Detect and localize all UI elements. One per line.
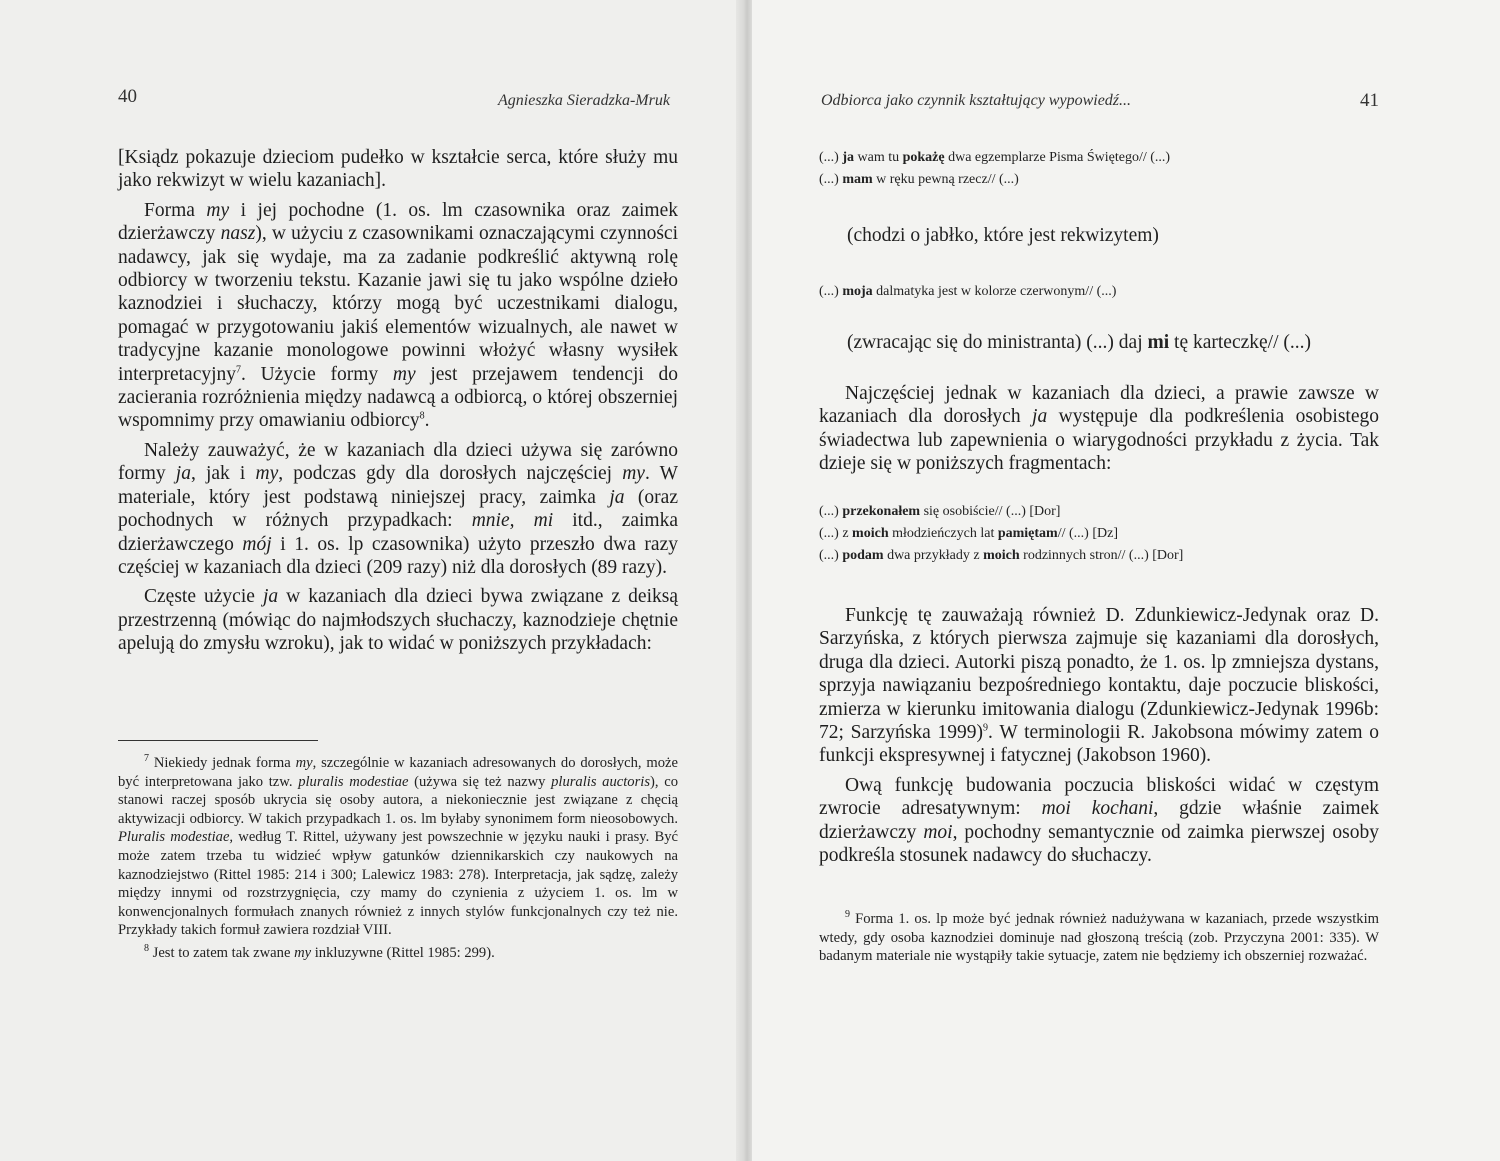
footnote-ref: 8	[419, 410, 425, 422]
footnote-ref: 7	[236, 364, 242, 376]
paragraph: Funkcję tę zauważają również D. Zdunkiewicz-Jedynak oraz D. Sarzyńska, z których pierwsza zajmuje się kazaniami dla dorosłych, druga dla dzieci. Autorki piszą ponadto, że 1. os. lp zmniejsza dystans, sprzyja nawiązaniu bezpośredniego kontaktu, daje poczucie bliskości, zmierza w kierunku imitowania dialogu (Zdunkiewicz-Jedynak 1996b: 72; Sarzyńska 1999)$^9$. W terminologii R. Jakobsona mówimy zatem o funkcji ekspresywnej i fatycznej (Jakobson 1960).	[819, 605, 1379, 767]
footnote-ref: 9	[983, 722, 989, 734]
right-page	[752, 0, 1500, 1161]
paragraph: Częste użycie ja w kazaniach dla dzieci bywa związane z deiksą przestrzenną (mówiąc do najmłodszych słuchaczy, kaznodzieje chętnie apelują do zmysłu wzroku), jak to widać w poniższych przykładach:	[118, 586, 678, 655]
right-footnotes	[819, 910, 1379, 966]
example-line: (...) przekonałem się osobiście// (...) [Dor]	[819, 504, 1061, 519]
example-line: (...) ja wam tu pokażę dwa egzemplarze Pisma Świętego// (...)	[819, 150, 1171, 165]
right-running-head: Odbiorca jako czynnik kształtujący wypowiedź...	[821, 92, 1132, 109]
example-block-2	[819, 501, 1399, 567]
example-line: (...) moja dalmatyka jest w kolorze czerwonym// (...)	[819, 284, 1117, 299]
footnote-divider	[118, 740, 318, 741]
footnote-9: $^9$ Forma 1. os. lp może być jednak również nadużywana w kazaniach, przede wszystkim wtedy, gdy osoba kaznodziei dominuje nad głoszoną treścią (zob. Przyczyna 2001: 335). W badanym materiale nie wystąpiły takie sytuacje, zatem nie będziemy ich obszerniej rozważać.	[819, 909, 1379, 965]
right-main-text	[819, 604, 1379, 867]
example-line: (...) mam w ręku pewną rzecz// (...)	[819, 172, 1019, 187]
example-line: (...) z moich młodzieńczych lat pamiętam// (...) [Dz]	[819, 526, 1118, 541]
left-page	[0, 0, 742, 1161]
paragraph: Należy zauważyć, że w kazaniach dla dzieci używa się zarówno formy ja, jak i my, podczas gdy dla dorosłych najczęściej my. W materiale, który jest podstawą niniejszej pracy, zaimka ja (oraz pochodnych w różnych przypadkach: mnie, mi itd., zaimka dzierżawczego mój i 1. os. lp czasownika) użyto przeszło dwa razy częściej w kazaniach dla dzieci (209 razy) niż dla dorosłych (89 razy).	[118, 439, 679, 578]
example-line: (...) podam dwa przykłady z moich rodzinnych stron// (...) [Dor]	[819, 548, 1184, 563]
left-running-head: Agnieszka Sieradzka-Mruk	[498, 92, 670, 109]
paragraph: Forma my i jej pochodne (1. os. lm czasownika oraz zaimek dzierżawczy nasz), w użyciu z czasownikami oznaczającymi czynności nadawcy, jak się wydaje, ma za zadanie podkreślić aktywną rolę odbiorcy w tworzeniu tekstu. Kazanie jawi się tu jako wspólne dzieło kaznodziei i słuchaczy, którzy mogą być uczestnikami dialogu, pomagać w przygotowaniu jakiś elementów wizualnych, ale nawet w tradycyjne kazanie monologowe powinni włożyć własny wysiłek interpretacyjny$^7$. Użycie formy my jest przejawem tendencji do zacierania rozróżnienia między nadawcą a odbiorcą, o której obszerniej wspomnimy przy omawianiu odbiorcy$^8$.	[118, 199, 678, 432]
right-paragraph-1	[819, 382, 1379, 476]
example-block-1	[819, 147, 1399, 191]
paragraph: Ową funkcję budowania poczucia bliskości widać w częstym zwrocie adresatywnym: moi kochani, gdzie właśnie zaimek dzierżawczy moi, pochodny semantycznie od zaimka pierwszej osoby podkreśla stosunek nadawcy do słuchaczy.	[819, 774, 1379, 867]
paragraph: [Ksiądz pokazuje dzieciom pudełko w kształcie serca, które służy mu jako rekwizyt w wielu kazaniach].	[118, 147, 678, 192]
footnote-7: $^7$ Niekiedy jednak forma my, szczególnie w kazaniach adresowanych do dorosłych, może być interpretowana jako tzw. pluralis modestiae (używa się też nazwy pluralis auctoris), co stanowi raczej sposób ukrycia się osoby autora, a niekoniecznie jest związane z chęcią aktywizacji odbiorcy. W takich przypadkach 1. os. lm byłaby synonimem form nieosobowych. Pluralis modestiae, według T. Rittel, używany jest powszechnie w języku nauki i prasy. Być może zatem trzeba tu widzieć wpływ gatunków dziennikarskich czy naukowych na kaznodziejstwo (Rittel 1985: 214 i 300; Lalewicz 1983: 278). Interpretacja, jak sądzę, zależy między innymi od rozstrzygnięcia, czy mamy do czynienia z użyciem 1. os. lm w konwencjonalnych formułach znanych również z innych stylów funkcjonalnych czy też nie. Przykłady takich formuł zawiera rozdział VIII.	[118, 753, 678, 939]
left-page-number: 40	[118, 86, 137, 107]
footnote-8: $^8$ Jest to zatem tak zwane my inkluzywne (Rittel 1985: 299).	[144, 943, 495, 961]
stage-note: (chodzi o jabłko, które jest rekwizytem)	[847, 225, 1159, 246]
stage-note: (zwracając się do ministranta) (...) daj mi tę karteczkę// (...)	[847, 332, 1312, 353]
right-page-number: 41	[1360, 90, 1379, 111]
left-main-text	[118, 146, 678, 656]
paragraph: Najczęściej jednak w kazaniach dla dzieci, a prawie zawsze w kazaniach dla dorosłych ja występuje dla podkreślenia osobistego świadectwa lub zapewnienia o wiarygodności przykładu z życia. Tak dzieje się w poniższych fragmentach:	[819, 383, 1379, 475]
left-footnotes	[118, 754, 678, 963]
